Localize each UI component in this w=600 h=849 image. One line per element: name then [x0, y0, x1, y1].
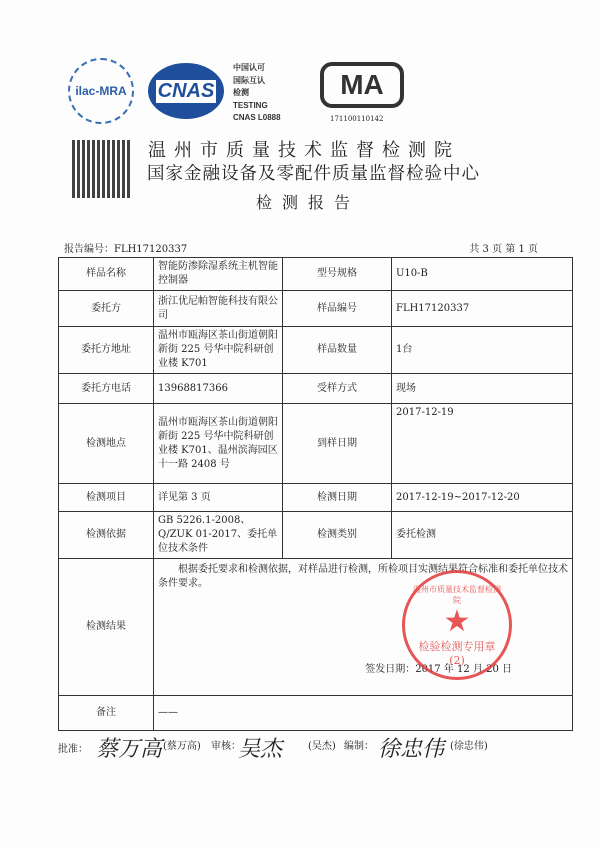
cnas-logo	[148, 63, 224, 119]
page-count: 共 3 页 第 1 页	[469, 244, 538, 255]
cnas-line: TESTING	[233, 100, 268, 110]
star-icon: ★	[443, 603, 471, 639]
value: 智能防渗除湿系统主机智能控制器	[154, 258, 283, 291]
value: 浙江优尼帕智能科技有限公司	[154, 291, 283, 327]
label: 委托方电话	[59, 374, 154, 404]
table-row	[59, 258, 573, 291]
label: 检测依据	[59, 512, 154, 559]
label: 检测结果	[59, 559, 154, 696]
label: 委托方	[59, 291, 154, 327]
table-row	[59, 404, 573, 484]
value: 温州市瓯海区茶山街道朝阳新街 225 号华中院科研创业楼 K701	[154, 327, 283, 374]
cnas-line: 检测	[233, 88, 249, 97]
approver-name: (蔡万高)	[163, 741, 201, 752]
value: 详见第 3 页	[154, 484, 283, 512]
label: 到样日期	[283, 404, 392, 484]
label: 委托方地址	[59, 327, 154, 374]
issue-date: 签发日期：2017 年 12 月 20 日	[365, 664, 512, 675]
value: FLH17120337	[392, 291, 573, 327]
qr-code	[72, 140, 130, 198]
label: 检测日期	[283, 484, 392, 512]
report-number: 报告编号：FLH17120337	[64, 244, 188, 255]
label: 样品名称	[59, 258, 154, 291]
cnas-text: CNAS	[157, 79, 215, 102]
label: 受样方式	[283, 374, 392, 404]
result-text: 根据委托要求和检测依据，对样品进行检测，所检项目实测结果符合标准和委托单位技术条件要求。	[158, 564, 568, 589]
approve-label: 批准：	[58, 744, 88, 755]
reviewer-name: (吴杰)	[308, 741, 336, 752]
cma-text: MA	[340, 69, 384, 100]
table-row	[59, 512, 573, 559]
cnas-line: 国际互认	[233, 75, 265, 85]
seal-org: 温州市质量技术监督检测院	[413, 584, 501, 605]
table-row	[59, 484, 573, 512]
compiler-signature: 徐忠伟	[378, 737, 445, 762]
value: 1台	[392, 327, 573, 374]
approver-signature: 蔡万高	[96, 737, 163, 762]
value: 2017-12-19	[392, 404, 573, 484]
cnas-line: CNAS L0888	[233, 113, 281, 122]
compiler-name: (徐忠伟)	[450, 741, 488, 752]
remark-value: ——	[154, 696, 573, 731]
seal-number: (2)	[449, 653, 465, 667]
label: 样品数量	[283, 327, 392, 374]
table-row	[59, 291, 573, 327]
cma-logo	[320, 62, 404, 108]
document-title: 检测报告	[256, 193, 361, 212]
table-row	[59, 374, 573, 404]
ilac-mra-logo	[68, 58, 134, 124]
value: 13968817366	[154, 374, 283, 404]
value: 温州市瓯海区茶山街道朝阳新街 225 号华中院科研创业楼 K701、温州滨海园区十一路 2408 号	[154, 404, 283, 484]
label: 检测项目	[59, 484, 154, 512]
org-title: 温州市质量技术监督检测院	[148, 140, 460, 161]
value: U10-B	[392, 258, 573, 291]
cnas-line: 中国认可	[233, 63, 265, 72]
review-label: 审核：	[211, 741, 241, 752]
seal-purpose: 检验检测专用章	[418, 639, 496, 653]
table-row	[59, 327, 573, 374]
label: 型号规格	[283, 258, 392, 291]
cnas-accreditation-text	[233, 62, 281, 125]
center-title: 国家金融设备及零配件质量监督检验中心	[147, 164, 480, 184]
label: 样品编号	[283, 291, 392, 327]
label: 检测类别	[283, 512, 392, 559]
value: 委托检测	[392, 512, 573, 559]
label: 备注	[59, 696, 154, 731]
reviewer-signature: 吴杰	[238, 737, 283, 762]
remark-row	[59, 696, 573, 731]
ilac-text: ilac-MRA	[75, 84, 127, 98]
value: 2017-12-19~2017-12-20	[392, 484, 573, 512]
value: 现场	[392, 374, 573, 404]
cma-number: 171100110142	[330, 115, 384, 123]
value: GB 5226.1-2008、Q/ZUK 01-2017、委托单位技术条件	[154, 512, 283, 559]
label: 检测地点	[59, 404, 154, 484]
official-seal	[402, 570, 512, 680]
compile-label: 编制：	[344, 741, 374, 752]
